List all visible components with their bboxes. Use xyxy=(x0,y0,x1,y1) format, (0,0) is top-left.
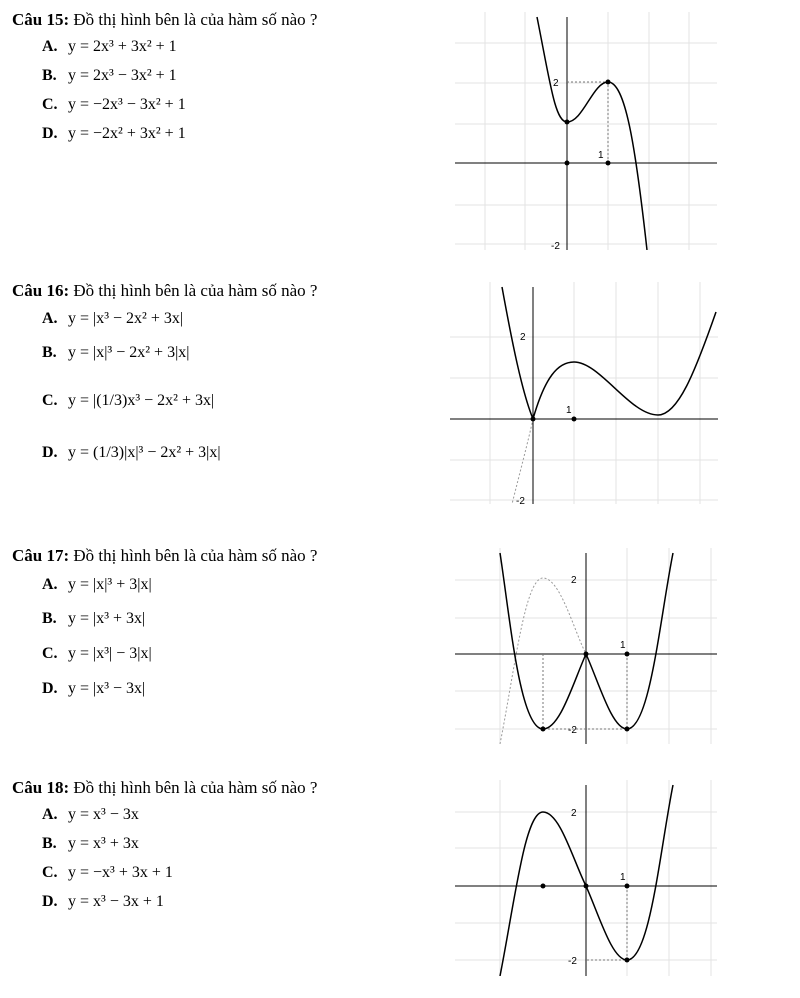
graph-figure xyxy=(455,12,717,250)
tick-label: 2 xyxy=(571,808,577,819)
option-label: B. xyxy=(42,835,57,852)
option-a[interactable] xyxy=(42,806,139,824)
tick-label: 1 xyxy=(598,150,604,161)
option-text: y = |x|³ + 3|x| xyxy=(68,576,152,593)
option-c[interactable] xyxy=(42,392,214,410)
option-text: y = x³ + 3x xyxy=(68,835,139,852)
option-text: y = |(1/3)x³ − 2x² + 3x| xyxy=(68,392,215,409)
option-text: y = |x|³ − 2x² + 3|x| xyxy=(68,344,190,361)
option-a[interactable] xyxy=(42,576,152,594)
option-label: A. xyxy=(42,806,58,823)
option-b[interactable] xyxy=(42,67,177,85)
option-text: y = (1/3)|x|³ − 2x² + 3|x| xyxy=(68,444,221,461)
question-prompt: Đồ thị hình bên là của hàm số nào ? xyxy=(73,778,318,797)
option-label: A. xyxy=(42,576,58,593)
question-number: Câu 18: xyxy=(12,778,70,797)
question-title xyxy=(12,281,317,301)
point xyxy=(565,161,570,166)
point xyxy=(625,884,630,889)
tick-label: -2 xyxy=(551,241,560,250)
option-label: C. xyxy=(42,392,58,409)
point xyxy=(625,727,630,732)
option-c[interactable] xyxy=(42,96,186,114)
option-d[interactable] xyxy=(42,125,186,143)
option-label: B. xyxy=(42,67,57,84)
option-b[interactable] xyxy=(42,610,145,628)
graph-figure xyxy=(455,780,717,976)
graph-figure xyxy=(450,282,718,504)
point xyxy=(606,80,611,85)
option-text: y = |x³ − 3x| xyxy=(68,680,146,697)
question-number: Câu 17: xyxy=(12,546,70,565)
option-a[interactable] xyxy=(42,310,183,328)
tick-label: -2 xyxy=(568,956,577,967)
option-text: y = −2x³ − 3x² + 1 xyxy=(68,96,186,113)
point xyxy=(584,652,589,657)
tick-label: 1 xyxy=(620,640,626,651)
tick-label: 2 xyxy=(520,332,526,343)
option-text: y = |x³| − 3|x| xyxy=(68,645,152,662)
tick-label: 2 xyxy=(553,78,559,89)
option-label: D. xyxy=(42,893,58,910)
question-number: Câu 16: xyxy=(12,281,70,300)
option-label: B. xyxy=(42,610,57,627)
question-number: Câu 15: xyxy=(12,10,70,29)
option-label: D. xyxy=(42,444,58,461)
question-title xyxy=(12,546,317,566)
question-title xyxy=(12,10,317,30)
option-text: y = 2x³ + 3x² + 1 xyxy=(68,38,177,55)
tick-label: -2 xyxy=(568,725,577,736)
option-c[interactable] xyxy=(42,645,152,663)
option-c[interactable] xyxy=(42,864,173,882)
point xyxy=(541,884,546,889)
curve xyxy=(537,17,647,250)
point xyxy=(565,120,570,125)
option-d[interactable] xyxy=(42,680,145,698)
point xyxy=(606,161,611,166)
option-a[interactable] xyxy=(42,38,177,56)
option-b[interactable] xyxy=(42,344,189,362)
option-text: y = |x³ + 3x| xyxy=(68,610,146,627)
point xyxy=(625,958,630,963)
option-label: A. xyxy=(42,38,58,55)
point xyxy=(584,884,589,889)
option-label: D. xyxy=(42,125,58,142)
option-text: y = −x³ + 3x + 1 xyxy=(68,864,173,881)
point xyxy=(541,727,546,732)
point xyxy=(625,652,630,657)
option-label: D. xyxy=(42,680,58,697)
option-text: y = 2x³ − 3x² + 1 xyxy=(68,67,177,84)
option-d[interactable] xyxy=(42,893,164,911)
tick-label: -2 xyxy=(516,496,525,504)
tick-label: 1 xyxy=(620,872,626,883)
point xyxy=(531,417,536,422)
point xyxy=(572,417,577,422)
grid xyxy=(455,12,717,250)
curve xyxy=(502,287,716,419)
option-text: y = |x³ − 2x² + 3x| xyxy=(68,310,184,327)
tick-label: 2 xyxy=(571,575,577,586)
question-title xyxy=(12,778,317,798)
question-prompt: Đồ thị hình bên là của hàm số nào ? xyxy=(73,546,318,565)
option-label: C. xyxy=(42,96,58,113)
tick-label: 1 xyxy=(566,405,572,416)
option-label: C. xyxy=(42,645,58,662)
option-b[interactable] xyxy=(42,835,139,853)
option-d[interactable] xyxy=(42,444,221,462)
dashed-curve xyxy=(512,419,533,504)
option-label: A. xyxy=(42,310,58,327)
grid xyxy=(450,282,718,504)
question-prompt: Đồ thị hình bên là của hàm số nào ? xyxy=(73,281,318,300)
option-label: B. xyxy=(42,344,57,361)
question-prompt: Đồ thị hình bên là của hàm số nào ? xyxy=(73,10,318,29)
option-text: y = x³ − 3x xyxy=(68,806,139,823)
option-text: y = −2x² + 3x² + 1 xyxy=(68,125,186,142)
graph-figure xyxy=(455,548,717,744)
option-label: C. xyxy=(42,864,58,881)
option-text: y = x³ − 3x + 1 xyxy=(68,893,164,910)
